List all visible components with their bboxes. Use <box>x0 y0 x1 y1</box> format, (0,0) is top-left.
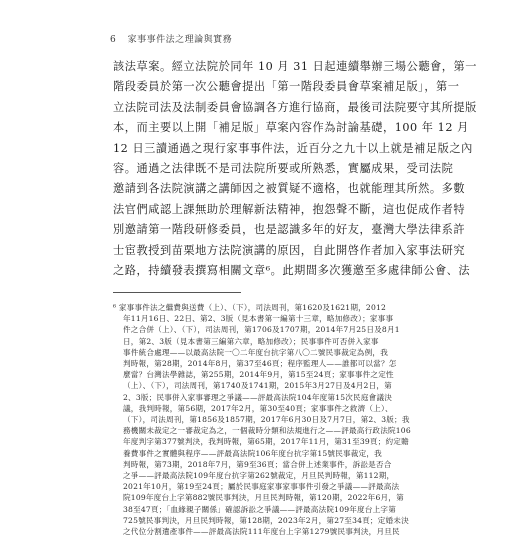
footnote-line: （上）、（下），司法周刊，第1740及1741期，2015年3月27日及4月2日，第 <box>123 381 392 391</box>
footnote-rule <box>113 292 241 293</box>
body-line: 本，而主要以上開「補足版」草案內容作為討論基礎，100 年 12 月 <box>113 121 469 135</box>
footnote-block <box>113 302 453 537</box>
body-line: 士宦教授到苗栗地方法院演講的原因，自此開啓作者加入家事法研究 <box>113 243 466 257</box>
footnote-line: 年度判字第377號判決，我判時報，第65期，2017年11月，第31至39頁；約定贍 <box>123 437 409 447</box>
body-line: 12 日三讀通過之現行家事事件法，近百分之九十以上就是補足版之內 <box>113 141 473 155</box>
body-line: 立法院司法及法制委員會協調各方進行協商，最後司法院要守其所提版 <box>113 100 477 114</box>
footnote-line: 件之合併（上）、（下），司法周刊，第1706及1707期，2014年7月25日及8月1 <box>123 325 400 335</box>
body-line: 容。通過之法律既不是司法院所要或所熟悉，實屬成果，受司法院 <box>113 162 454 176</box>
footnote-line: 年11月16日、22日、第2、3版（見本書第一編第十三章，略加修改）；家事事 <box>123 314 394 324</box>
footnote-line: 之代位分割遺產事件——評最高法院111年度台上字第1279號民事判決，月旦民 <box>123 527 400 537</box>
footnote-line: 之爭——評最高法院109年度台抗字第262號裁定，月旦民判時報，第112期， <box>123 471 395 481</box>
body-line: 之路，持續發表撰寫相關文章⁶。此期間多次獲邀至多處律師公會、法 <box>113 264 471 278</box>
footnote-line: 養費事件之實體與程序——評最高法院106年度台抗字第15號民事裁定，我 <box>123 448 382 458</box>
body-line: 別邀請第一階段研修委員，也是認識多年的好友，臺灣大學法律系許 <box>113 223 466 237</box>
footnote-line: 事件統合處理——以最高法院一〇二年度台抗字第八〇二號民事裁定為例，我 <box>123 347 388 357</box>
footnote-line: 日，第2、3版（見本書第三編第六章，略加修改）；民事事件可否併入家事 <box>123 336 379 346</box>
footnote-line: ⁶ 家事事件法之繼費與送費（上）、（下），司法周刊，第1620及1621期，2012 <box>113 303 387 312</box>
body-line: 邀請到各法院演講之講師因之被質疑不適格，也就能理其所然。多數 <box>113 182 466 196</box>
body-line: 該法草案。經立法院於同年 10 月 31 日起連續舉辦三場公聽會，第一 <box>113 60 478 73</box>
footnote-line: 2、3版；民事併入家事審理之爭議——評最高法院104年度第15次民庭會議決 <box>123 392 393 402</box>
footnote-line: 2021年10月，第19至24頁；屬於民事庭家事家事事件引發之爭議——評最高法 <box>123 482 400 492</box>
body-line: 法官們咸認上課無助於理解新法精神，抱怨聲不斷，這也促成作者特 <box>113 202 466 216</box>
footnote-line: 725號民事判決，月旦民判時報，第128期，2023年2月，第27至34頁；定婚未決 <box>123 515 409 525</box>
footnote-line: （下），司法周刊，第1856及1857期，2017年6月30日及7月7日，第2、3版；我 <box>123 415 410 425</box>
footnote-line: 判時報，第73期，2018年7月，第9至36頁；當合併上述業事件，訴訟是否合 <box>123 459 392 469</box>
page-number: 6 <box>110 35 117 45</box>
running-header <box>110 32 232 45</box>
footnote-line: 務機關未裁定之一審裁定為之，一個裁時分類和法規進行之——評最高行政法院106 <box>123 426 411 436</box>
footnote-line: 院109年度台上字第882號民事判決，月旦民判時報，第120期，2022年6月，第 <box>123 493 404 503</box>
footnote-line: 38至47頁；「血緣親子關係」確認訴訟之爭議——評最高法院109年度台上字第 <box>123 504 397 514</box>
body-line: 階段委員於第一次公聽會提出「第一階段委員會草案補足版」，第一 <box>113 80 460 94</box>
footnote-line: 議，我判時報，第56期，2017年2月，第30至40頁；家事事件之救濟（上）、 <box>123 403 393 413</box>
body-text <box>113 57 478 281</box>
footnote-line: 判時報，第28期，2014年8月，第37至46頁；程序監理人——誰都可以當？怎 <box>123 359 397 369</box>
footnote-line: 麼當？台灣法學雜誌，第255期，2014年9月，第15至24頁；家事事件之定性 <box>123 370 394 380</box>
running-title: 家事事件法之理論與實務 <box>127 35 233 45</box>
